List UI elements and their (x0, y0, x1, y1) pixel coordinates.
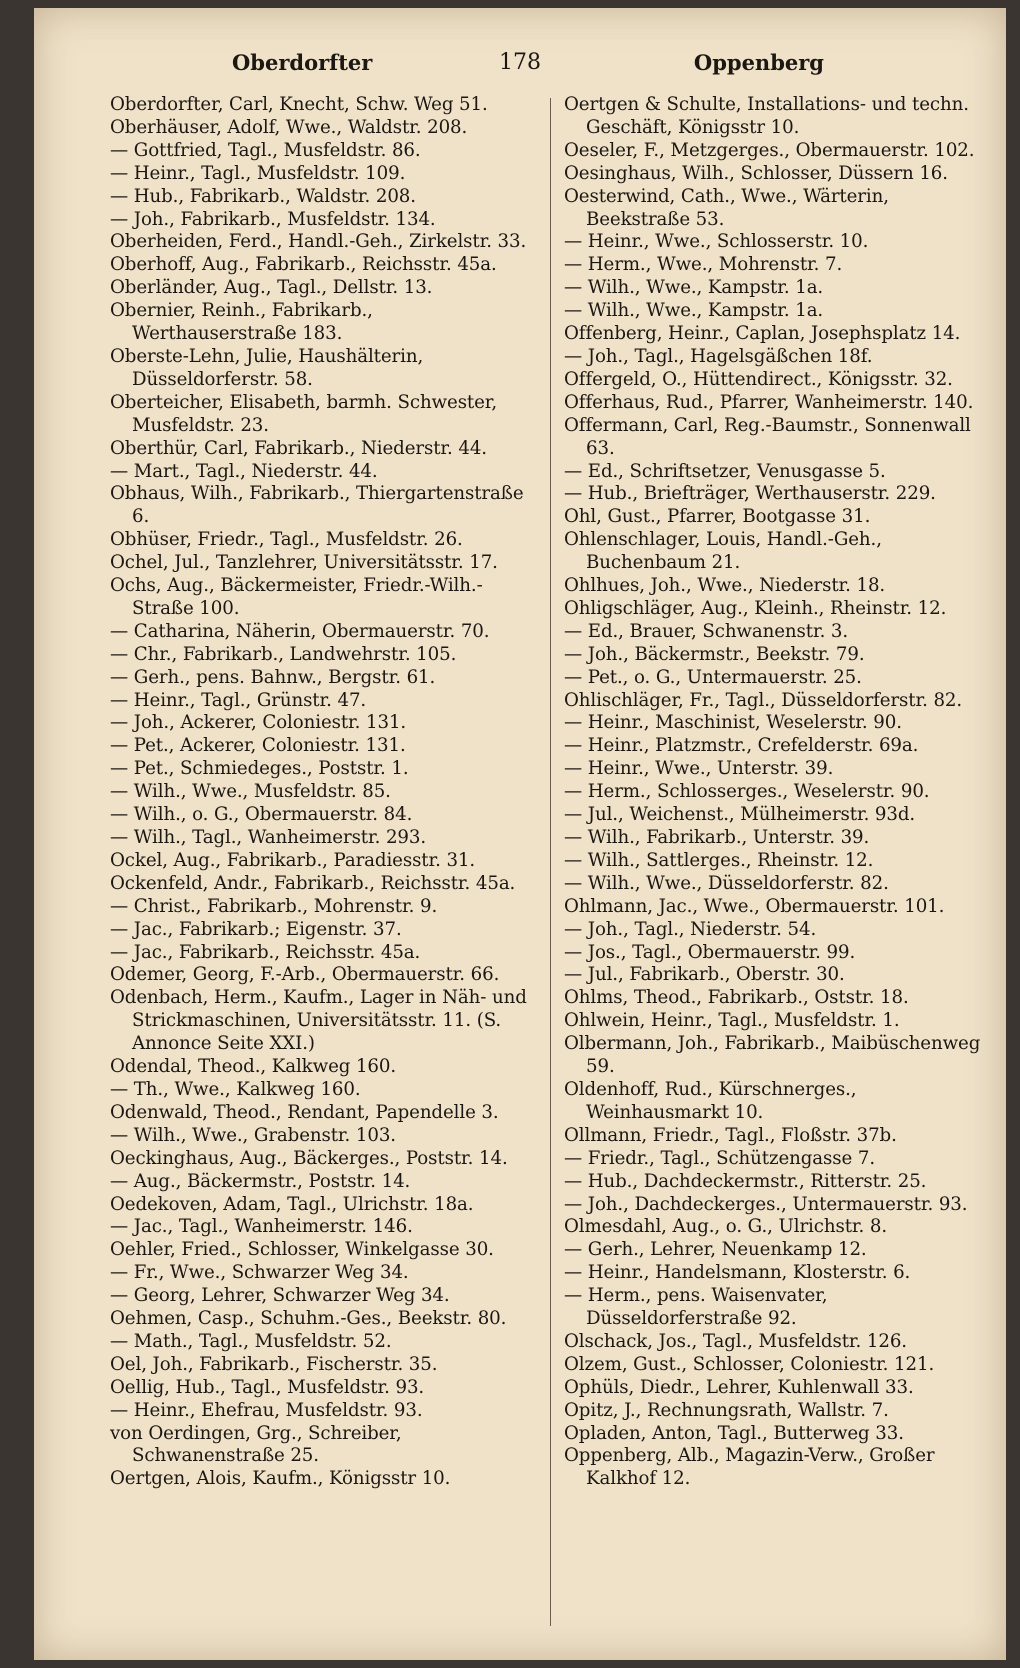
directory-entry: Ohl, Gust., Pfarrer, Bootgasse 31. (564, 506, 871, 528)
directory-entry: — Chr., Fabrikarb., Landwehrstr. 105. (110, 643, 457, 665)
directory-entry: Offermann, Carl, Reg.-Baumstr., Sonnenwall 63. (564, 414, 971, 459)
directory-entry: — Wilh., Wwe., Düsseldorferstr. 82. (564, 872, 889, 894)
directory-entry: — Hub., Briefträger, Werthauserstr. 229. (564, 483, 936, 505)
page-number: 178 (499, 50, 541, 75)
left-column (110, 94, 542, 1491)
directory-entry: — Gottfried, Tagl., Musfeldstr. 86. (110, 139, 421, 161)
directory-entry: Oberthür, Carl, Fabrikarb., Niederstr. 44. (110, 437, 487, 459)
directory-entry: — Heinr., Tagl., Grünstr. 47. (110, 689, 367, 711)
directory-entry: — Wilh., Sattlerges., Rheinstr. 12. (564, 849, 874, 871)
directory-entry: — Friedr., Tagl., Schützengasse 7. (564, 1147, 875, 1169)
directory-entry: — Wilh., o. G., Obermauerstr. 84. (110, 804, 413, 826)
directory-entry: — Joh., Tagl., Niederstr. 54. (564, 918, 817, 940)
directory-entry: — Heinr., Wwe., Unterstr. 39. (564, 758, 834, 780)
right-column (564, 94, 988, 1491)
directory-entry: — Joh., Dachdeckerges., Untermauerstr. 93. (564, 1193, 968, 1215)
directory-entry: — Joh., Tagl., Hagelsgäßchen 18f. (564, 345, 873, 367)
directory-entry: Oberste-Lehn, Julie, Haushälterin, Düsseldorferstr. 58. (110, 345, 424, 390)
directory-entry: — Aug., Bäckermstr., Poststr. 14. (110, 1170, 411, 1192)
directory-entry: — Herm., Schlosserges., Weselerstr. 90. (564, 781, 930, 803)
directory-entry: — Ed., Brauer, Schwanenstr. 3. (564, 620, 849, 642)
directory-entry: — Gerh., pens. Bahnw., Bergstr. 61. (110, 666, 436, 688)
directory-entry: — Hub., Dachdeckermstr., Ritterstr. 25. (564, 1170, 927, 1192)
directory-entry: Offenberg, Heinr., Caplan, Josephsplatz 14. (564, 323, 961, 345)
directory-entry: Ollmann, Friedr., Tagl., Floßstr. 37b. (564, 1124, 897, 1146)
directory-entry: Odendal, Theod., Kalkweg 160. (110, 1056, 397, 1078)
directory-entry: Oberteicher, Elisabeth, barmh. Schwester, Musfeldstr. 23. (110, 391, 498, 436)
directory-entry: — Heinr., Tagl., Musfeldstr. 109. (110, 162, 406, 184)
directory-entry: Olzem, Gust., Schlosser, Coloniestr. 121. (564, 1353, 935, 1375)
directory-entry: Oehler, Fried., Schlosser, Winkelgasse 30. (110, 1239, 494, 1261)
directory-entry: — Pet., Schmiedeges., Poststr. 1. (110, 758, 409, 780)
directory-entry: Oberdorfter, Carl, Knecht, Schw. Weg 51. (110, 94, 488, 115)
directory-entry: Obernier, Reinh., Fabrikarb., Werthauserstraße 183. (110, 300, 373, 345)
directory-entry: Olbermann, Joh., Fabrikarb., Maibüschenweg 59. (564, 1033, 981, 1078)
directory-entry: — Hub., Fabrikarb., Waldstr. 208. (110, 185, 416, 207)
directory-entry: Offergeld, O., Hüttendirect., Königsstr. 32. (564, 368, 953, 390)
directory-entry: Ohlenschlager, Louis, Handl.-Geh., Buchenbaum 21. (564, 529, 882, 574)
page-header (34, 50, 1006, 86)
directory-entry: Oellig, Hub., Tagl., Musfeldstr. 93. (110, 1376, 425, 1398)
directory-entry: Oedekoven, Adam, Tagl., Ulrichstr. 18a. (110, 1193, 474, 1215)
directory-entry: — Jul., Weichenst., Mülheimerstr. 93d. (564, 804, 916, 826)
directory-entry: Ohligschläger, Aug., Kleinh., Rheinstr. 12. (564, 597, 947, 619)
directory-entry: Oesterwind, Cath., Wwe., Wärterin, Beekstraße 53. (564, 185, 889, 230)
header-left-word: Oberdorfter (232, 50, 373, 75)
directory-entry: Ohlmann, Jac., Wwe., Obermauerstr. 101. (564, 895, 945, 917)
column-divider (550, 98, 551, 1626)
directory-entry: Ohlms, Theod., Fabrikarb., Oststr. 18. (564, 987, 909, 1009)
directory-entry: Ochs, Aug., Bäckermeister, Friedr.-Wilh.-Straße 100. (110, 575, 483, 619)
header-right-word: Oppenberg (693, 50, 824, 75)
directory-entry: — Pet., Ackerer, Coloniestr. 131. (110, 735, 406, 757)
directory-entry: Oberhoff, Aug., Fabrikarb., Reichsstr. 45a. (110, 254, 497, 276)
directory-entry: Odenwald, Theod., Rendant, Papendelle 3. (110, 1101, 499, 1123)
directory-entry: Oldenhoff, Rud., Kürschnerges., Weinhausmarkt 10. (564, 1078, 857, 1123)
directory-entry: — Th., Wwe., Kalkweg 160. (110, 1078, 361, 1100)
directory-entry: Oppenberg, Alb., Magazin-Verw., Großer Kalkhof 12. (564, 1445, 935, 1490)
directory-page (34, 8, 1006, 1660)
directory-entry: Ohlwein, Heinr., Tagl., Musfeldstr. 1. (564, 1010, 900, 1032)
directory-entry: — Wilh., Wwe., Kampstr. 1a. (564, 277, 824, 299)
directory-entry: Odenbach, Herm., Kaufm., Lager in Näh- und Strickmaschinen, Universitätsstr. 11. (S. Annonce Seite XXI.) (110, 987, 527, 1055)
directory-entry: — Christ., Fabrikarb., Mohrenstr. 9. (110, 895, 438, 917)
directory-entry: Obhüser, Friedr., Tagl., Musfeldstr. 26. (110, 529, 463, 551)
directory-entry: Ophüls, Diedr., Lehrer, Kuhlenwall 33. (564, 1376, 914, 1398)
directory-entry: Oberhäuser, Adolf, Wwe., Waldstr. 208. (110, 116, 468, 138)
directory-entry: Olmesdahl, Aug., o. G., Ulrichstr. 8. (564, 1216, 888, 1238)
directory-entry: — Wilh., Tagl., Wanheimerstr. 293. (110, 827, 427, 848)
directory-entry: Oehmen, Casp., Schuhm.-Ges., Beekstr. 80. (110, 1308, 507, 1330)
directory-entry: — Mart., Tagl., Niederstr. 44. (110, 460, 378, 482)
directory-entry: — Heinr., Maschinist, Weselerstr. 90. (564, 712, 902, 734)
directory-entry: Odemer, Georg, F.-Arb., Obermauerstr. 66. (110, 964, 500, 986)
directory-entry: — Catharina, Näherin, Obermauerstr. 70. (110, 620, 490, 642)
directory-entry: Oberländer, Aug., Tagl., Dellstr. 13. (110, 277, 433, 299)
directory-entry: Obhaus, Wilh., Fabrikarb., Thiergartenstraße 6. (110, 483, 524, 528)
directory-entry: — Wilh., Wwe., Grabenstr. 103. (110, 1124, 396, 1146)
directory-entry: — Georg, Lehrer, Schwarzer Weg 34. (110, 1285, 450, 1307)
directory-entry: Opitz, J., Rechnungsrath, Wallstr. 7. (564, 1399, 889, 1421)
directory-entry: Ochel, Jul., Tanzlehrer, Universitätsstr. 17. (110, 552, 498, 574)
directory-entry: — Joh., Fabrikarb., Musfeldstr. 134. (110, 208, 436, 230)
directory-entry: Ockenfeld, Andr., Fabrikarb., Reichsstr. 45a. (110, 872, 516, 894)
directory-entry: — Herm., pens. Waisenvater, Düsseldorferstraße 92. (564, 1285, 828, 1330)
directory-entry: — Joh., Ackerer, Coloniestr. 131. (110, 712, 407, 734)
directory-entry: — Heinr., Handelsmann, Klosterstr. 6. (564, 1262, 911, 1284)
directory-entry: — Jac., Fabrikarb., Reichsstr. 45a. (110, 941, 421, 963)
directory-entry: Oertgen & Schulte, Installations- und techn. Geschäft, Königsstr 10. (564, 94, 969, 138)
directory-entry: — Ed., Schriftsetzer, Venusgasse 5. (564, 460, 886, 482)
directory-entry: — Jos., Tagl., Obermauerstr. 99. (564, 941, 856, 963)
directory-entry: — Wilh., Fabrikarb., Unterstr. 39. (564, 827, 870, 848)
directory-entry: — Joh., Bäckermstr., Beekstr. 79. (564, 643, 865, 665)
directory-entry: Oeckinghaus, Aug., Bäckerges., Poststr. 14. (110, 1147, 508, 1169)
directory-entry: — Pet., o. G., Untermauerstr. 25. (564, 666, 862, 688)
directory-entry: — Heinr., Wwe., Schlosserstr. 10. (564, 231, 869, 253)
directory-entry: — Math., Tagl., Musfeldstr. 52. (110, 1330, 392, 1352)
directory-entry: — Jul., Fabrikarb., Oberstr. 30. (564, 964, 845, 986)
directory-entry: Oberheiden, Ferd., Handl.-Geh., Zirkelstr. 33. (110, 231, 527, 253)
directory-entry: Ohlischläger, Fr., Tagl., Düsseldorferstr. 82. (564, 689, 963, 711)
directory-entry: Ohlhues, Joh., Wwe., Niederstr. 18. (564, 575, 886, 597)
directory-entry: Oel, Joh., Fabrikarb., Fischerstr. 35. (110, 1353, 438, 1375)
directory-entry: Offerhaus, Rud., Pfarrer, Wanheimerstr. 140. (564, 391, 974, 413)
directory-entry: Opladen, Anton, Tagl., Butterweg 33. (564, 1422, 904, 1444)
directory-entry: — Wilh., Wwe., Kampstr. 1a. (564, 300, 824, 322)
directory-entry: — Heinr., Platzmstr., Crefelderstr. 69a. (564, 735, 919, 757)
directory-entry: Ockel, Aug., Fabrikarb., Paradiesstr. 31. (110, 849, 476, 871)
directory-entry: von Oerdingen, Grg., Schreiber, Schwanenstraße 25. (110, 1422, 402, 1467)
directory-entry: — Jac., Tagl., Wanheimerstr. 146. (110, 1216, 413, 1238)
directory-entry: Oesinghaus, Wilh., Schlosser, Düssern 16. (564, 162, 948, 184)
directory-entry: Oertgen, Alois, Kaufm., Königsstr 10. (110, 1468, 451, 1490)
directory-entry: Olschack, Jos., Tagl., Musfeldstr. 126. (564, 1330, 907, 1352)
directory-entry: — Heinr., Ehefrau, Musfeldstr. 93. (110, 1399, 423, 1421)
directory-entry: — Fr., Wwe., Schwarzer Weg 34. (110, 1262, 409, 1284)
directory-entry: Oeseler, F., Metzgerges., Obermauerstr. 102. (564, 139, 975, 161)
directory-entry: — Jac., Fabrikarb.; Eigenstr. 37. (110, 918, 402, 940)
directory-entry: — Gerh., Lehrer, Neuenkamp 12. (564, 1239, 867, 1261)
directory-entry: — Herm., Wwe., Mohrenstr. 7. (564, 254, 843, 276)
directory-entry: — Wilh., Wwe., Musfeldstr. 85. (110, 781, 391, 803)
